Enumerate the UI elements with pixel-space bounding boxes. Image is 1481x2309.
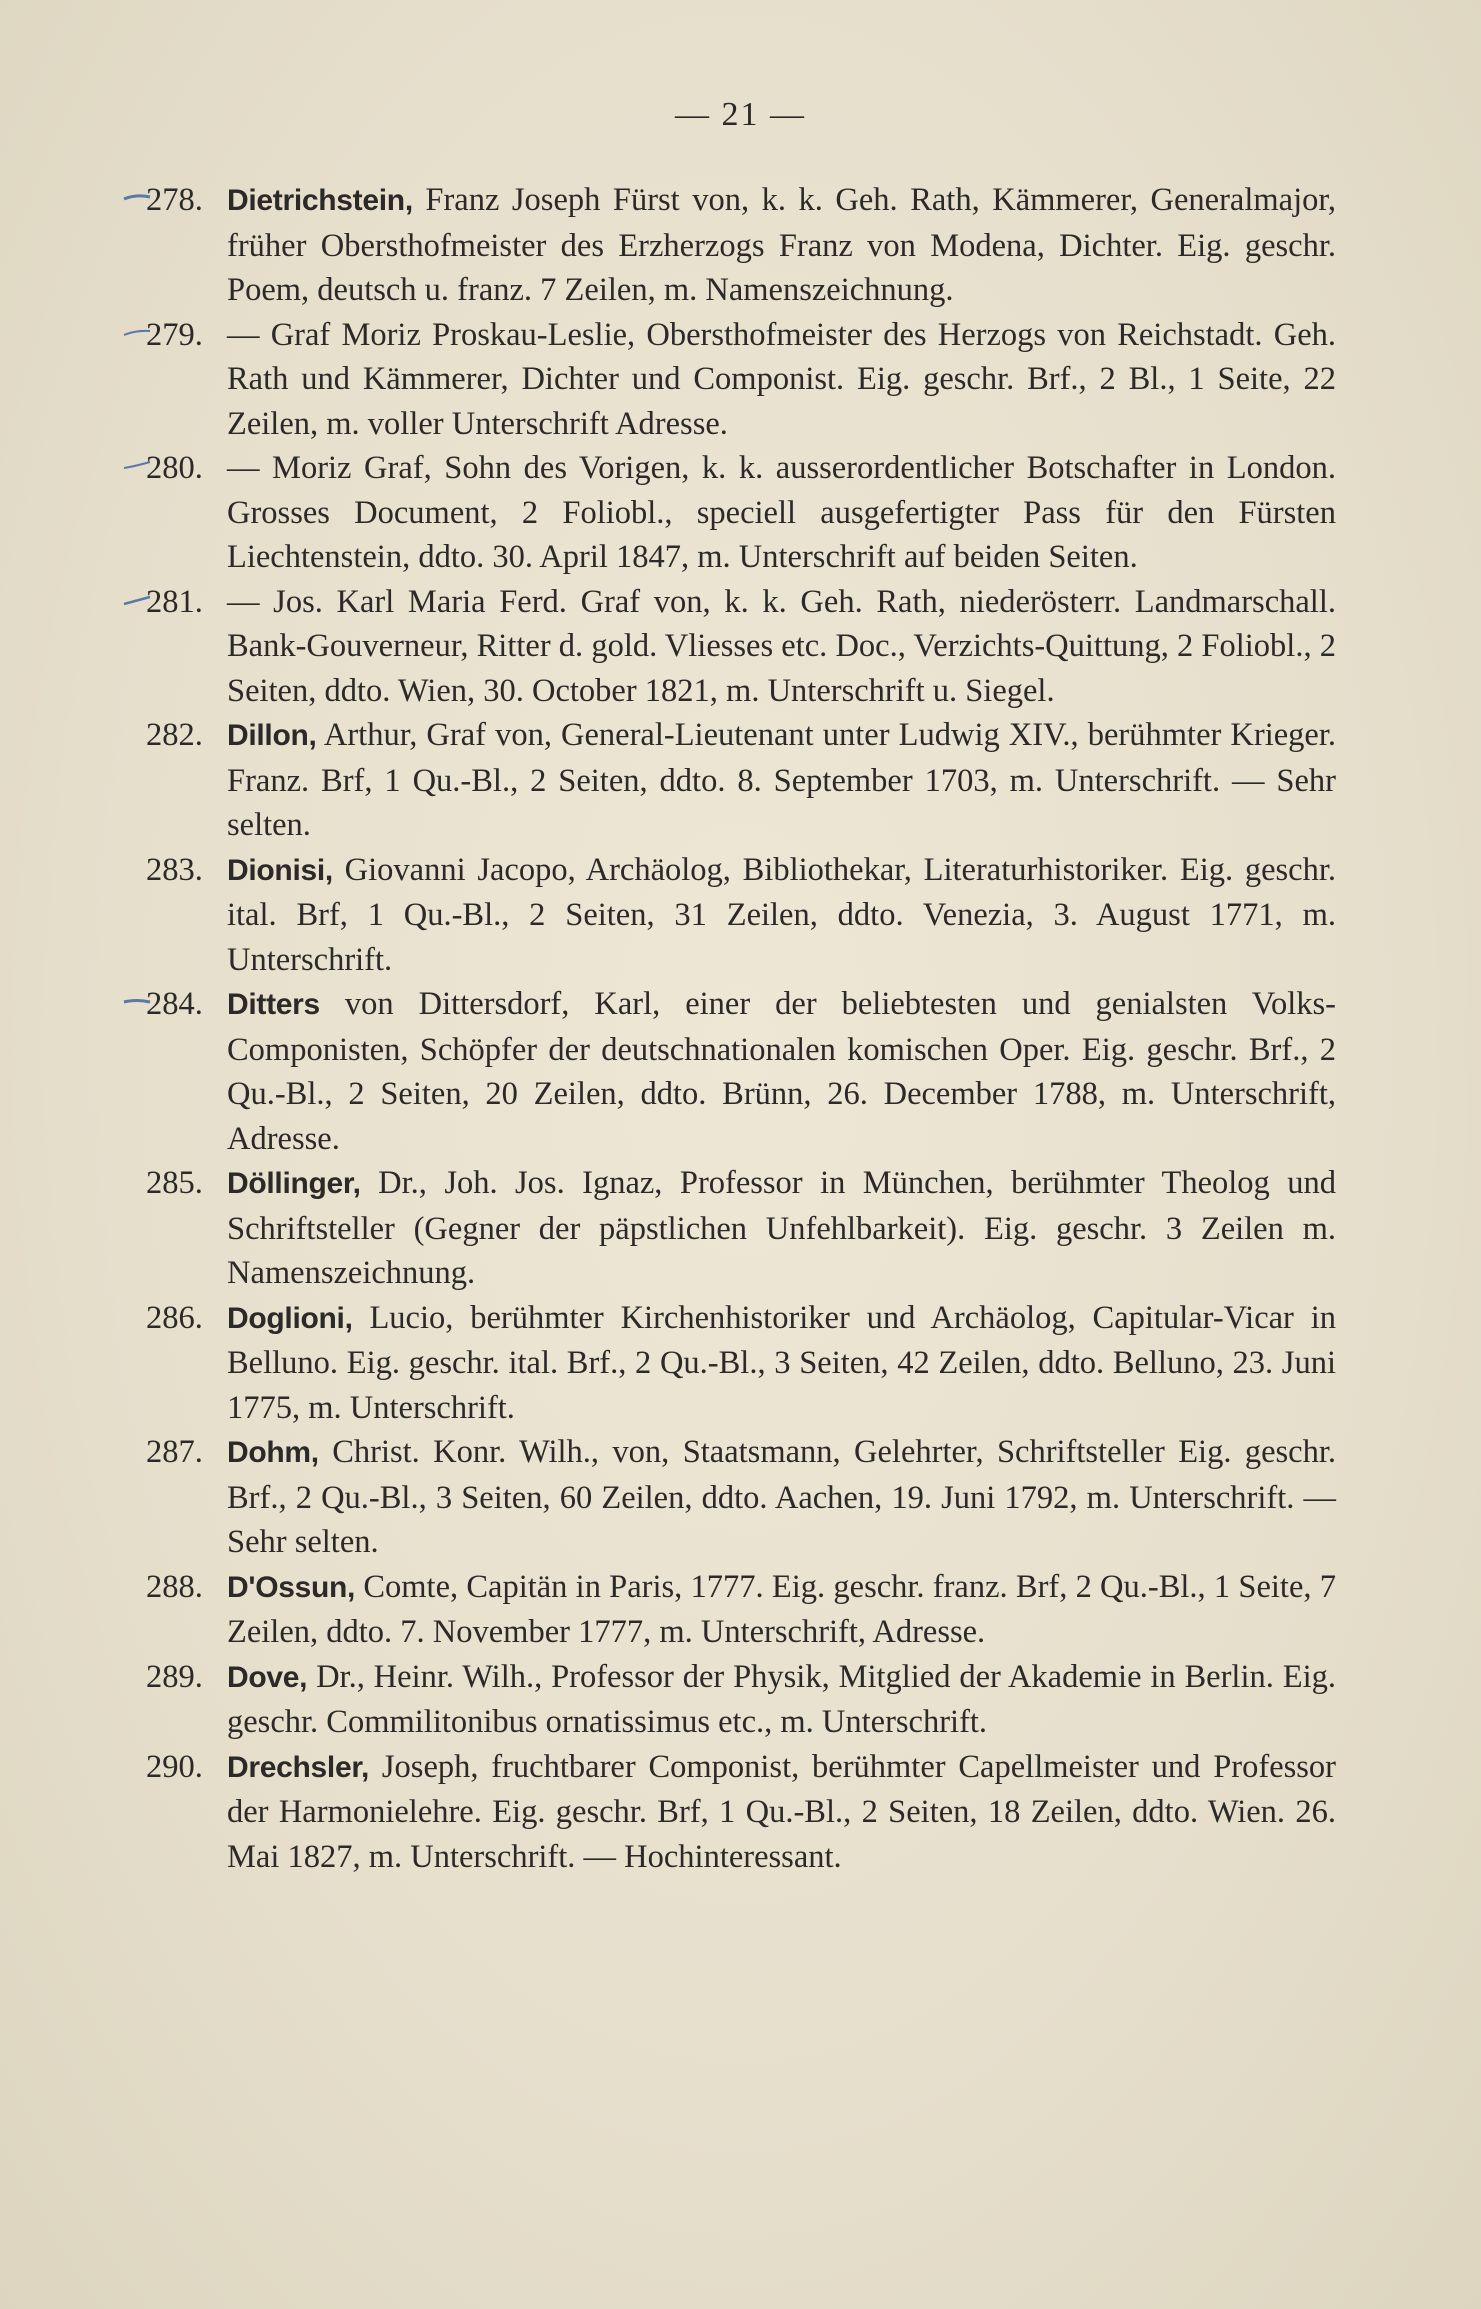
catalog-entry-281 (136, 580, 1336, 714)
entry-number: 288. (146, 1568, 203, 1605)
entry-text: von Dittersdorf, Karl, einer der beliebtesten und genialsten Volks-Componisten, Schöpfer der deutschnationalen komischen Oper. Eig. geschr. Brf., 2 Qu.-Bl., 2 Seiten, 20 Zeilen, ddto. Brünn, 26. December 1788, m. Unterschrift, Adresse. (227, 986, 1336, 1157)
entry-text: Dr., Joh. Jos. Ignaz, Professor in München, berühmter Theolog und Schriftsteller (Gegner der päpstlichen Unfehlbarkeit). Eig. geschr. 3 Zeilen m. Namenszeichnung. (227, 1165, 1336, 1291)
entry-text: Dr., Heinr. Wilh., Professor der Physik, Mitglied der Akademie in Berlin. Eig. geschr. Commilitonibus ornatissimus etc., m. Unterschrift. (227, 1658, 1336, 1740)
entry-number: 278. (146, 182, 203, 218)
entry-list (136, 178, 1336, 1879)
entry-text: Arthur, Graf von, General-Lieutenant unter Ludwig XIV., berühmter Krieger. Franz. Brf, 1 Qu.-Bl., 2 Seiten, ddto. 8. September 1703, m. Unterschrift. — Sehr selten. (227, 717, 1336, 843)
entry-text: Lucio, berühmter Kirchenhistoriker und Archäolog, Capitular-Vicar in Belluno. Eig. geschr. ital. Brf., 2 Qu.-Bl., 3 Seiten, 42 Zeilen, ddto. Belluno, 23. Juni 1775, m. Unterschrift. (227, 1299, 1336, 1426)
catalog-entry-288 (136, 1565, 1336, 1655)
catalog-entry-282 (136, 713, 1336, 848)
entry-name: Doglioni, (227, 1301, 353, 1335)
entry-name: Dionisi, (227, 853, 333, 887)
entry-text: Comte, Capitän in Paris, 1777. Eig. geschr. franz. Brf, 2 Qu.-Bl., 1 Seite, 7 Zeilen, ddto. 7. November 1777, m. Unterschrift, Adresse. (227, 1568, 1336, 1650)
entry-number: 283. (146, 851, 203, 888)
catalog-entry-280 (136, 446, 1336, 580)
entry-name: Dillon, (227, 719, 317, 752)
entry-text: Franz Joseph Fürst von, k. k. Geh. Rath, Kämmerer, Generalmajor, früher Obersthofmeister des Erzherzogs Franz von Modena, Dichter. Eig. geschr. Poem, deutsch u. franz. 7 Zeilen, m. Namenszeichnung. (227, 182, 1336, 308)
entry-text: Christ. Konr. Wilh., von, Staatsmann, Gelehrter, Schriftsteller Eig. geschr. Brf., 2 Qu.-Bl., 3 Seiten, 60 Zeilen, ddto. Aachen, 19. Juni 1792, m. Unterschrift. — Sehr selten. (227, 1434, 1336, 1560)
entry-name: Dove, (227, 1660, 308, 1694)
entry-name: Dohm, (227, 1436, 319, 1469)
entry-name: D'Ossun, (227, 1570, 356, 1604)
catalog-entry-279 (136, 313, 1336, 447)
entry-number: 280. (146, 450, 203, 486)
page-number: — 21 — (675, 96, 806, 133)
catalog-entry-287 (136, 1430, 1336, 1565)
catalog-entry-289 (136, 1655, 1336, 1745)
entry-text: Giovanni Jacopo, Archäolog, Bibliothekar, Literaturhistoriker. Eig. geschr. ital. Brf, 1 Qu.-Bl., 2 Seiten, 31 Zeilen, ddto. Venezia, 3. August 1771, m. Unterschrift. (227, 851, 1336, 978)
entry-text: — Jos. Karl Maria Ferd. Graf von, k. k. Geh. Rath, niederösterr. Landmarschall. Bank-Gouverneur, Ritter d. gold. Vliesses etc. Doc., Verzichts-Quittung, 2 Foliobl., 2 Seiten, ddto. Wien, 30. October 1821, m. Unterschrift u. Siegel. (227, 583, 1336, 709)
catalog-entry-278 (136, 178, 1336, 313)
entry-text: — Moriz Graf, Sohn des Vorigen, k. k. ausserordentlicher Botschafter in London. Grosses Document, 2 Foliobl., speciell ausgefertigter Pass für den Fürsten Liechtenstein, ddto. 30. April 1847, m. Unterschrift auf beiden Seiten. (227, 450, 1336, 575)
entry-number: 289. (146, 1658, 203, 1695)
entry-number: 285. (146, 1165, 203, 1201)
catalog-entry-283 (136, 848, 1336, 983)
catalog-entry-286 (136, 1296, 1336, 1431)
catalog-entry-290 (136, 1745, 1336, 1880)
entry-name: Ditters (227, 988, 320, 1021)
entry-number: 282. (146, 717, 203, 753)
entry-number: 287. (146, 1434, 203, 1470)
entry-name: Drechsler, (227, 1750, 370, 1784)
entry-text: — Graf Moriz Proskau-Leslie, Obersthofmeister des Herzogs von Reichstadt. Geh. Rath und Kämmerer, Dichter und Componist. Eig. geschr. Brf., 2 Bl., 1 Seite, 22 Zeilen, m. voller Unterschrift Adresse. (227, 316, 1336, 442)
entry-number: 290. (146, 1748, 203, 1785)
entry-number: 279. (146, 316, 203, 353)
entry-name: Döllinger, (227, 1167, 361, 1200)
entry-number: 284. (146, 986, 203, 1022)
catalog-entry-284 (136, 982, 1336, 1161)
entry-number: 281. (146, 583, 203, 620)
entry-text: Joseph, fruchtbarer Componist, berühmter Capellmeister und Professor der Harmonielehre. Eig. geschr. Brf, 1 Qu.-Bl., 2 Seiten, 18 Zeilen, ddto. Wien. 26. Mai 1827, m. Unterschrift. — Hochinteressant. (227, 1748, 1336, 1875)
catalog-entry-285 (136, 1161, 1336, 1296)
entry-number: 286. (146, 1299, 203, 1336)
entry-name: Dietrichstein, (227, 184, 413, 217)
